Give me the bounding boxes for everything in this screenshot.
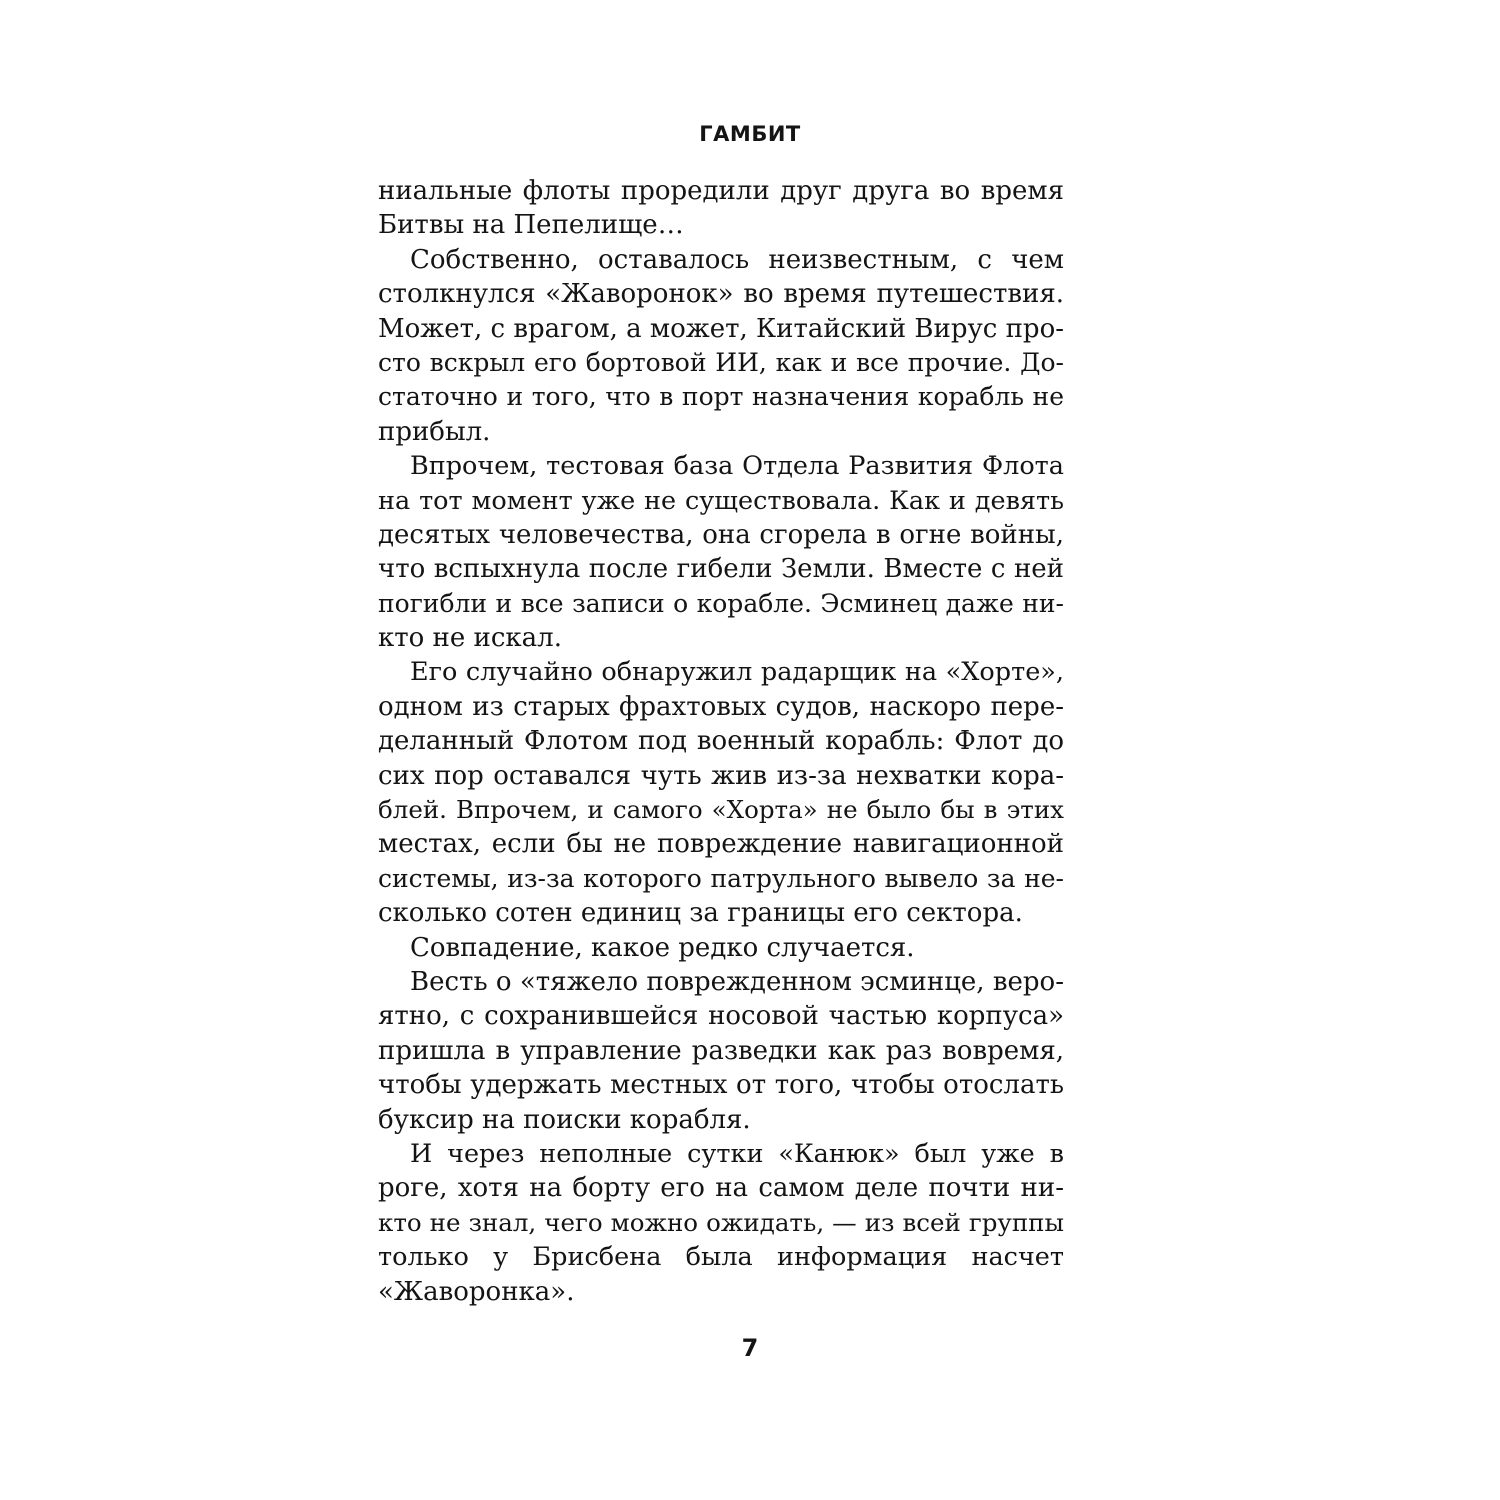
text-line: погибли и все записи о корабле. Эсминец даже ни- [378,588,1064,618]
text-line: буксир на поиски корабля. [378,1104,751,1135]
text-line: сто вскрыл его бортовой ИИ, как и все прочие. До- [378,347,1064,377]
text-line: деланный Флотом под военный корабль: Флот до [378,726,1064,757]
text-line: чтобы удержать местных от того, чтобы отослать [378,1070,1064,1101]
text-line: кто не искал. [378,623,562,654]
text-line: Битвы на Пепелище… [378,210,684,241]
text-line: сих пор оставался чуть жив из-за нехватки кора- [378,760,1064,791]
text-line: Может, с врагом, а может, Китайский Вирус про- [378,313,1064,344]
text-line: «Жаворонка». [378,1276,575,1307]
text-line: что вспыхнула после гибели Земли. Вместе с ней [378,554,1064,585]
text-line: статочно и того, что в порт назначения корабль не [378,382,1064,412]
text-line: на тот момент уже не существовала. Как и девять [378,485,1064,516]
body-text [378,174,1064,1309]
text-line: сколько сотен единиц за границы его сектора. [378,898,1023,929]
text-line: системы, из-за которого патрульного вывело за не- [378,863,1064,893]
text-line: десятых человечества, она сгорела в огне войны, [378,519,1064,550]
text-line: блей. Впрочем, и самого «Хорта» не было бы в этих [378,795,1064,825]
running-head: ГАМБИТ [699,122,801,146]
text-line: Собственно, оставалось неизвестным, с чем [410,244,1064,275]
text-line: Весть о «тяжело поврежденном эсминце, веро- [410,966,1064,997]
text-line: столкнулся «Жаворонок» во время путешествия. [378,279,1064,310]
text-line: кто не знал, чего можно ожидать, — из всей группы [378,1207,1064,1237]
text-line: местах, если бы не повреждение навигационной [378,829,1064,860]
text-line: только у Брисбена была информация насчет [378,1242,1064,1273]
text-line: пришла в управление разведки как раз вовремя, [378,1035,1064,1066]
text-line: Впрочем, тестовая база Отдела Развития Флота [410,451,1064,482]
text-line: И через неполные сутки «Канюк» был уже в [410,1138,1064,1169]
text-line: одном из старых фрахтовых судов, наскоро пере- [378,691,1064,722]
page-number: 7 [741,1334,759,1362]
text-line: роге, хотя на борту его на самом деле почти ни- [378,1173,1064,1204]
text-line: прибыл. [378,416,491,447]
text-line: Совпадение, какое редко случается. [410,932,915,963]
text-line: Его случайно обнаружил радарщик на «Хорте», [410,657,1064,688]
text-line: ниальные флоты проредили друг друга во время [378,176,1064,206]
text-line: ятно, с сохранившейся носовой частью корпуса» [378,1001,1064,1032]
